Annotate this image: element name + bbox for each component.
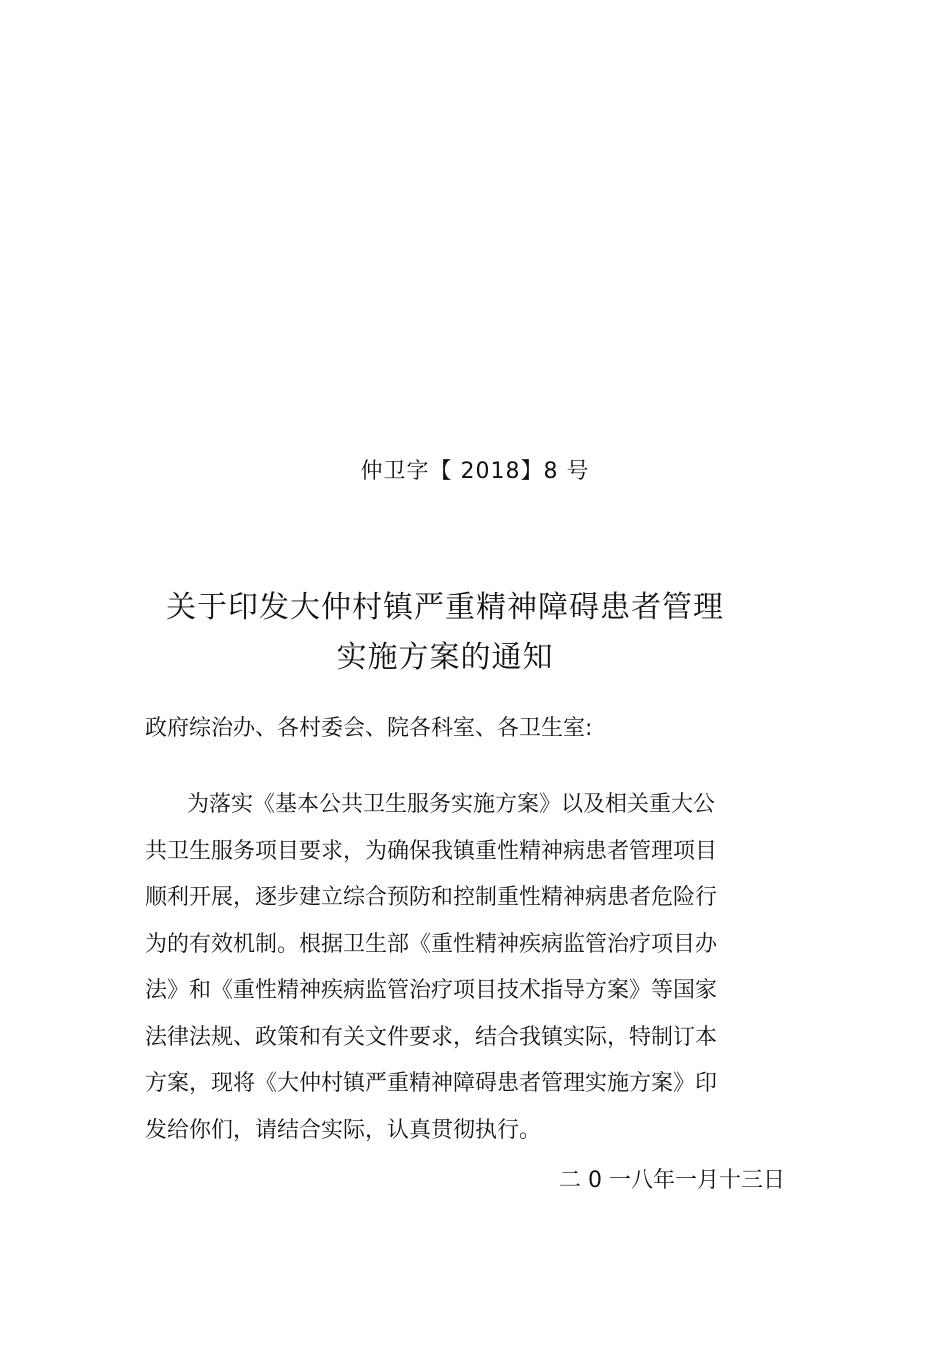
- document-date: 二 0 一八年一月十三日: [559, 1168, 785, 1193]
- body-line: 发给你们，请结合实际，认真贯彻执行。: [145, 1117, 542, 1143]
- title-line-2: 实施方案的通知: [336, 640, 554, 675]
- body-line: 方案，现将《大仲村镇严重精神障碍患者管理实施方案》印: [145, 1071, 718, 1096]
- recipients-line: 政府综治办、各村委会、院各科室、各卫生室:: [145, 716, 593, 741]
- body-paragraph: [145, 782, 745, 1154]
- body-line: 为的有效机制。根据卫生部《重性精神疾病监管治疗项目办: [145, 931, 718, 957]
- body-line: 为落实《基本公共卫生服务实施方案》以及相关重大公: [187, 792, 716, 817]
- body-line: 共卫生服务项目要求，为确保我镇重性精神病患者管理项目: [145, 838, 718, 864]
- body-line: 法律法规、政策和有关文件要求，结合我镇实际，特制订本: [145, 1024, 718, 1050]
- body-line: 法》和《重性精神疾病监管治疗项目技术指导方案》等国家: [145, 978, 718, 1003]
- title-line-1: 关于印发大仲村镇严重精神障碍患者管理: [166, 590, 724, 625]
- document-number: 仲卫字【 2018】8 号: [360, 459, 590, 484]
- document-title: [150, 583, 740, 683]
- body-line: 顺利开展，逐步建立综合预防和控制重性精神病患者危险行: [145, 885, 718, 910]
